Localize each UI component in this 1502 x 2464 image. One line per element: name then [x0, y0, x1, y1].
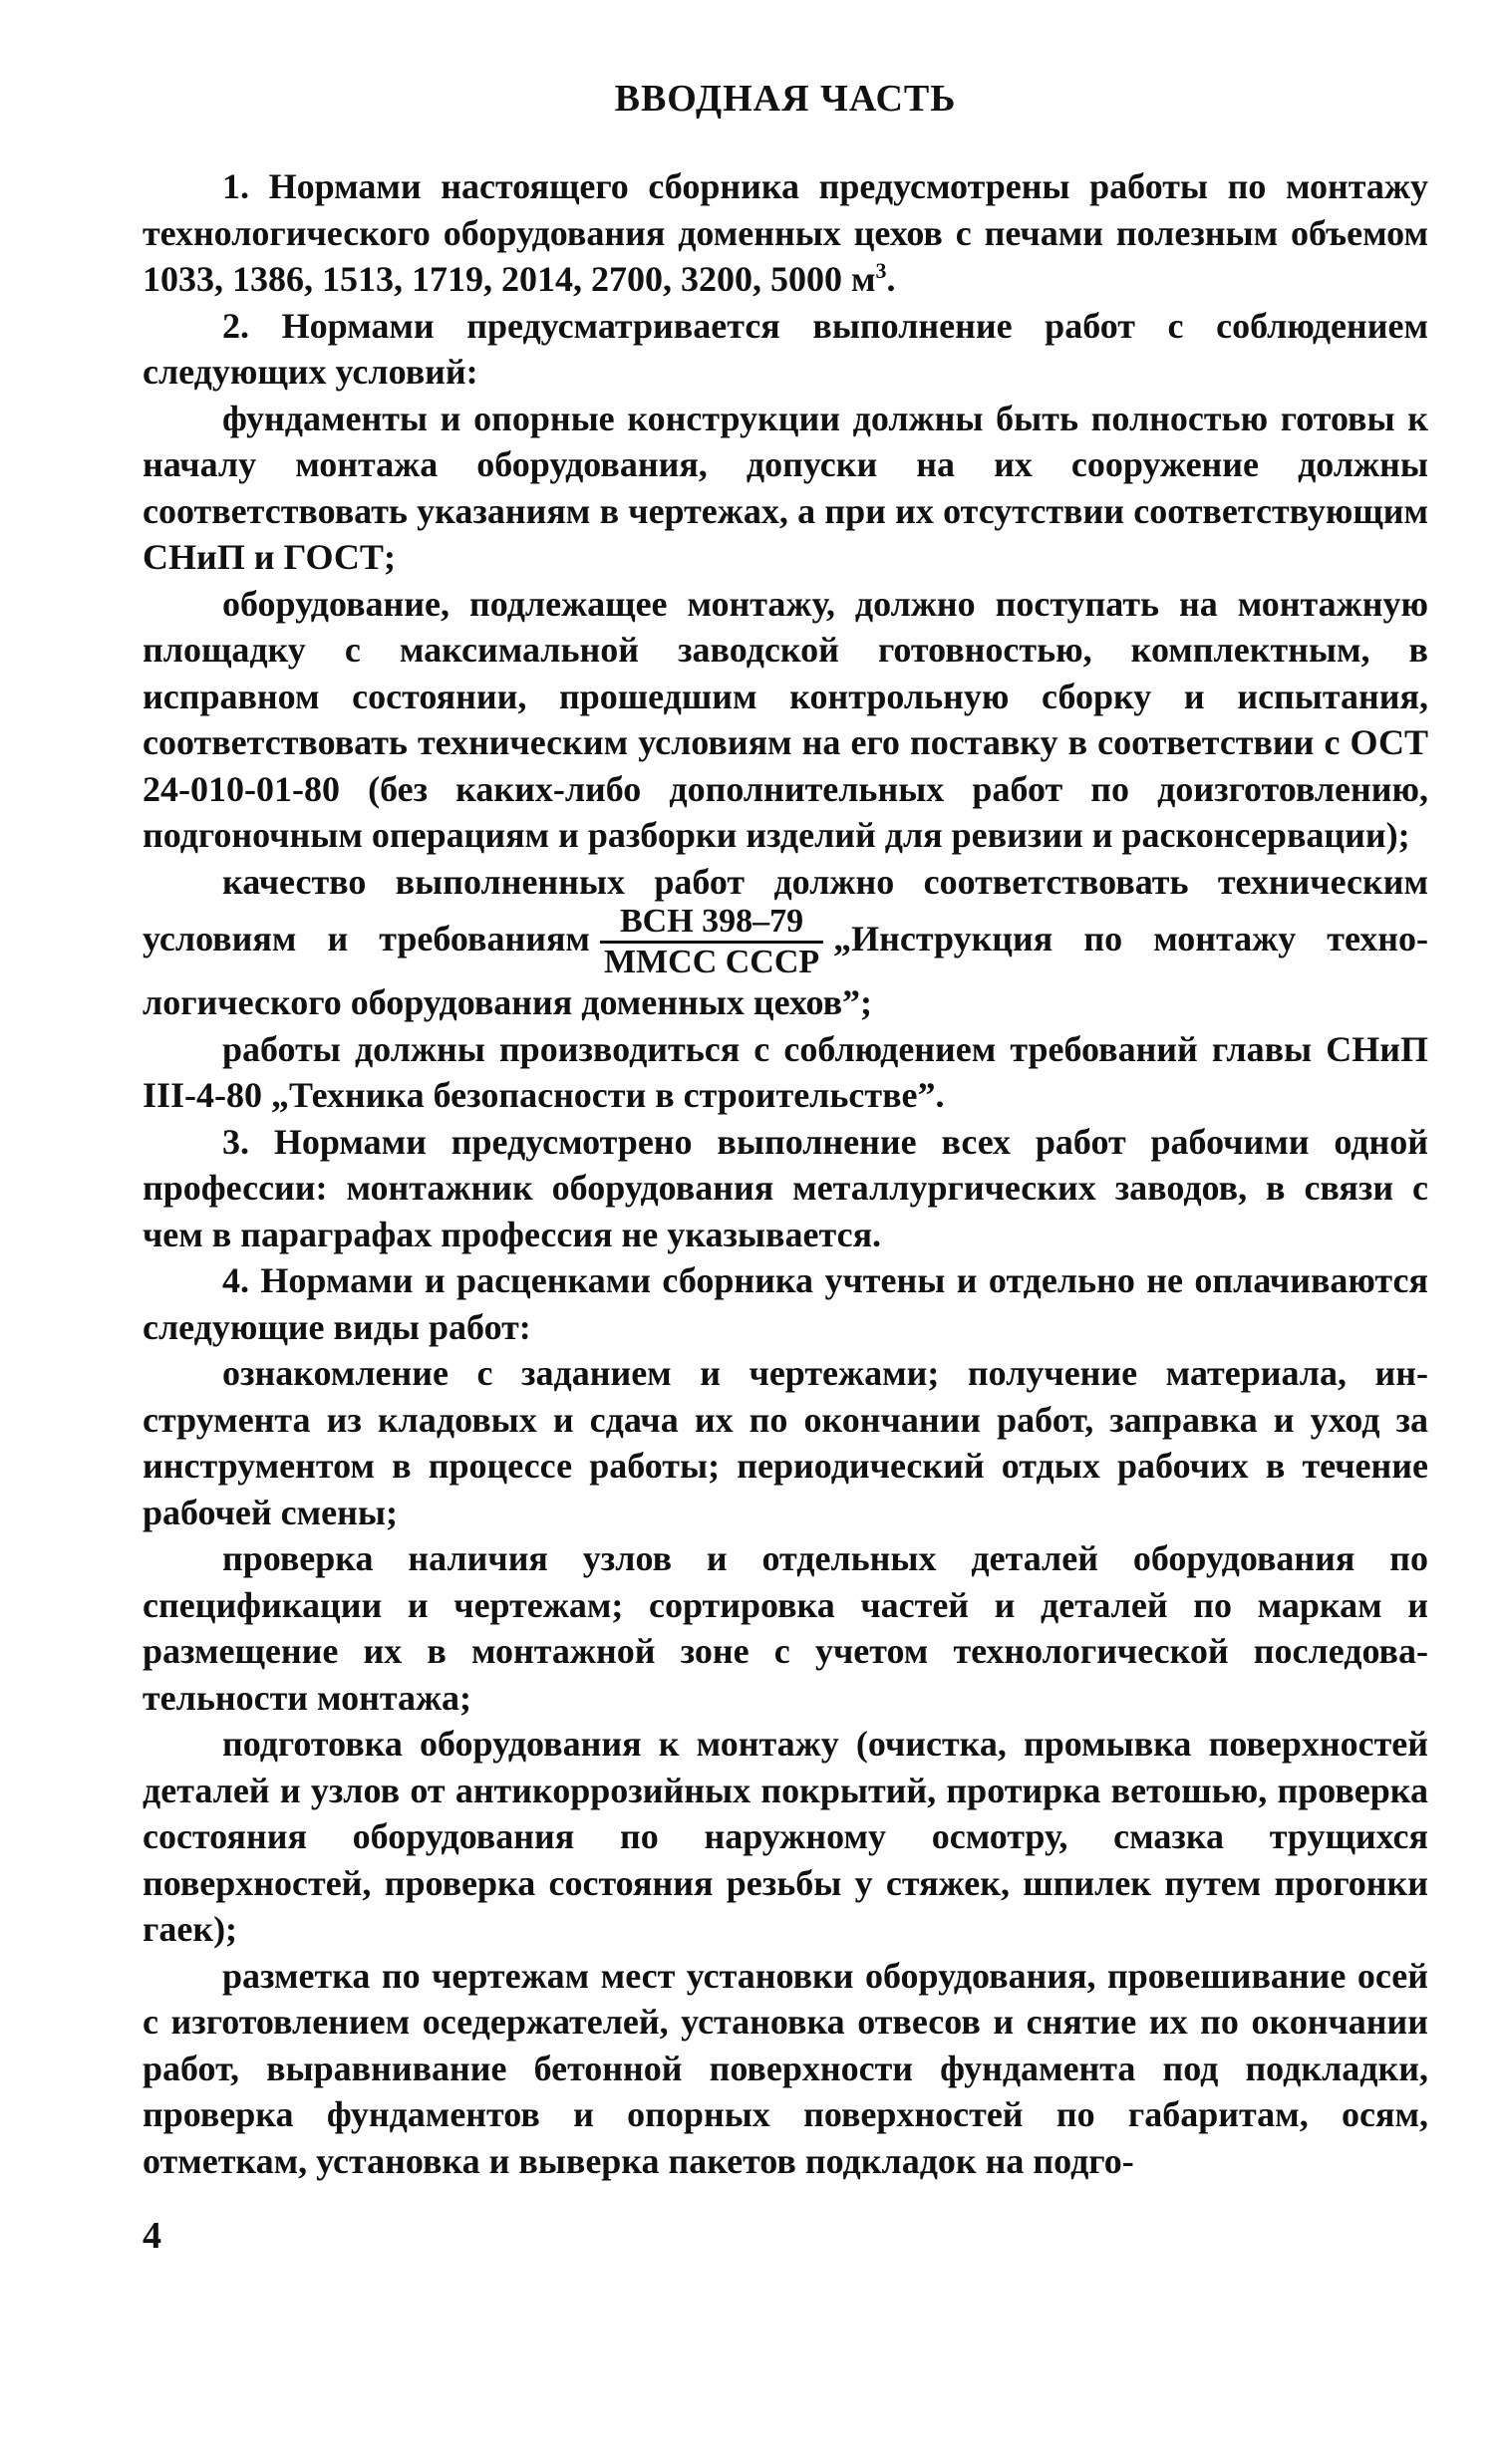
section-title: ВВОДНАЯ ЧАСТЬ	[614, 78, 957, 120]
paragraph-2: 2. Нормами предусматривается выполнение работ с соблюдением следующих условий:	[143, 305, 1428, 392]
paragraph-10: проверка наличия узлов и отдельных деталей оборудования по спецификации и чертежам; сортировка частей и деталей по маркам и размещение их в монтажной зоне с учетом технологической последовательности монтажа;	[143, 1538, 1428, 1718]
paragraph-4: оборудование, подлежащее монтажу, должно поступать на монтажную площадку с максимальной заводской готовностью, комплектным, в исправном состоянии, прошедшим контрольную сборку и испытания, соответствовать техническим условиям на его поставку в соответствии с ОСТ 24-010-01-80 (без каких-либо дополнительных работ по доизготовлению, подгоночным операциям и разборки изделий для ревизии и расконсервации);	[143, 583, 1428, 855]
paragraph-5-before: качество выполненных работ должно соответствовать техническим условиям и требованиям	[143, 861, 1428, 958]
paragraph-5-after: „Инструкция по монтажу технологического оборудования доменных цехов”;	[143, 918, 1428, 1022]
page-number: 4	[143, 2215, 161, 2257]
paragraph-8: 4. Нормами и расценками сборника учтены и отдельно не оплачиваются следующие виды работ:	[143, 1260, 1428, 1347]
paragraph-9: ознакомление с заданием и чертежами; получение материала, инструмента из кладовых и сдача их по окончании работ, заправка и уход за инструментом в процессе работы; периодический отдых рабочих в течение рабочей смены;	[143, 1353, 1428, 1532]
paragraph-6: работы должны производиться с соблюдением требований главы СНиП III-4-80 „Техника безопасности в строительстве”.	[143, 1028, 1428, 1115]
standard-fraction	[600, 905, 823, 979]
paragraph-1	[143, 163, 1428, 303]
paragraph-7: 3. Нормами предусмотрено выполнение всех работ рабочими одной профессии: монтажник оборудования металлургических заводов, в связи с чем в параграфах профессия не указывается.	[143, 1121, 1428, 1254]
paragraph-12: разметка по чертежам мест установки оборудования, провешивание осей с изготовлением оседержателей, установка отвесов и снятие их по окончании работ, выравнивание бетонной поверхности фундамента под подкладки, проверка фундаментов и опорных поверхностей по габаритам, осям, отметкам, установка и выверка пакетов подкладок на подго-	[143, 1955, 1428, 2181]
paragraph-11: подготовка оборудования к монтажу (очистка, промывка поверхностей деталей и узлов от антикоррозийных покрытий, протирка ветошью, проверка состояния оборудования по наружному осмотру, смазка трущихся поверхностей, проверка состояния резьбы у стяжек, шпилек путем прогонки гаек);	[143, 1724, 1428, 1949]
fraction-denominator: ММСС СССР	[603, 944, 820, 980]
paragraph-1-text: 1. Нормами настоящего сборника предусмотрены работы по монтажу технологического оборудования доменных цехов с печами полезным объемом 1033, 1386, 1513, 1719, 2014, 2700, 3200, 5000 м	[143, 166, 1428, 299]
paragraph-1-end: .	[886, 259, 896, 299]
fraction-numerator: ВСН 398–79	[600, 905, 823, 944]
cubic-superscript: 3	[875, 258, 887, 283]
paragraph-5	[143, 859, 1428, 1026]
paragraph-3: фундаменты и опорные конструкции должны быть полностью готовы к началу монтажа оборудования, допуски на их сооружение должны соответствовать указаниям в чертежах, а при их отсутствии соответствующим СНиП и ГОСТ;	[143, 398, 1428, 577]
document-page	[143, 80, 1428, 2184]
